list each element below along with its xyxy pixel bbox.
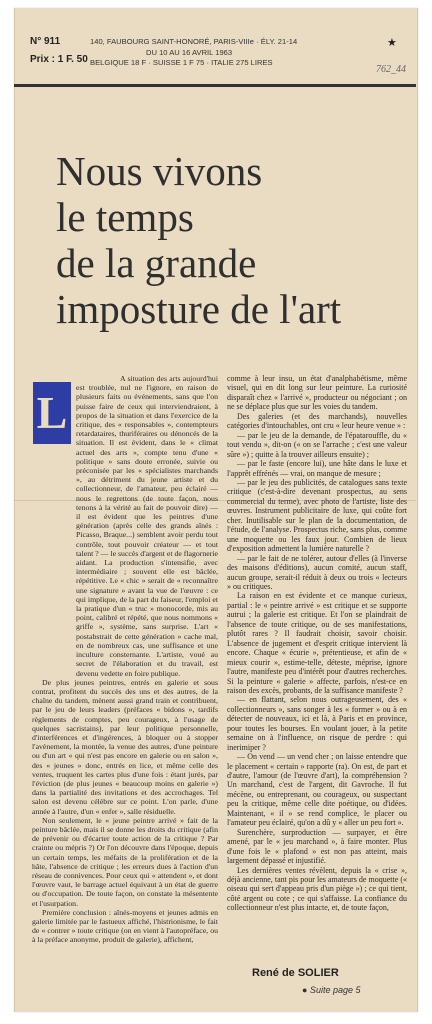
foreign-prices: BELGIQUE 18 F · SUISSE 1 F 75 · ITALIE 275 LIRES bbox=[90, 58, 273, 67]
article-column-2 bbox=[227, 374, 407, 913]
paragraph: — On vend — un vend cher ; on laisse entendre que le placement « certain » rapporte (ra). On est, de part et d'autre, l'amour (de l'œuvre d'art), la compréhension ? Un marchand, c'est de l'argent, dit Gavroche. Il fut mécène, ou entreprenant, ou courageux, ou suspectant peu la critique, même celle dite poétique, ou d'idées. Maintenant, « il » se rend complice, le placer ou l'amateur peu éclairé, qu'on a dû y « aller un peu fort ». bbox=[227, 752, 407, 828]
drop-cap: L bbox=[33, 382, 71, 444]
article-column-1 bbox=[32, 374, 218, 945]
paragraph: comme à leur insu, un état d'analphabétisme, même visuel, qui en dit long sur leur peinture. La curiosité disparaît chez « l'arrivé », producteur ou négociant ; on ne se déplace plus que sur les voies du tandem. bbox=[227, 374, 407, 412]
paragraph: — par le fait de ne tolérer, autour d'elles (à l'inverse des maisons d'éditions), aucun comité, aucun staff, aucun groupe, serait-il réduit à deux ou trois « lecteurs » ou critiques. bbox=[227, 553, 407, 591]
masthead bbox=[28, 36, 406, 76]
paragraph: Non seulement, le « jeune peintre arrivé » fait de la peinture bâclée, mais il se donne les droits du critique (afin de prévenir ou d'écarter toute action de la critique ? Par crainte ou mépris ?) Or l'on découvre dans l'époque, depuis un certain temps, les méfaits de la prolifération et de la hâte, l'absence de critique ; les erreurs dues à l'action d'un réseau de connivences. Pour ceux qui « attendent », et dont l'œuvre vaut, le barrage actuel équivaut à un état de guerre ou d'occupation. De toute façon, on constate la mésentente et l'usurpation. bbox=[32, 815, 218, 908]
issue-dates: DU 10 AU 16 AVRIL 1963 bbox=[146, 48, 233, 57]
title-line-2: le temps bbox=[56, 194, 194, 240]
handwritten-reference: 762_44 bbox=[376, 64, 406, 75]
paragraph: La raison en est évidente et ce manque curieux, partial : le « peintre arrivé » est critique et se supporte autrui ; la galerie est critique. Et l'on se plaindrait de l'absence de toute critique, ou de ses manifestations, plutôt rares ? Il faudrait choisir, savoir choisir. L'absence de jugement et d'esprit critique intervient là encore. Chaque « écurie », prétentieuse, et afin de « mieux courir », estime-telle, déteste, méprise, ignore l'autre, manifeste peu d'intérêt pour d'autres recherches. Si la peinture « galerie » affecte, parfois, n'est-ce en raison des excès, probants, de la suffisance manifeste ? bbox=[227, 591, 407, 695]
issue-number: N° 911 bbox=[30, 36, 61, 47]
paragraph: Les dernières ventes révèlent, depuis la « crise », déjà ancienne, tant pis pour les amateurs de moquette (« oiseau qui sert d'appeau pris d'un piège ») ; ce qui tient, côté argent ou cote ; ce qui s'affaisse. La confiance du collectionneur n'est plus intacte, et, de toute façon, bbox=[227, 865, 407, 913]
star-icon: ★ bbox=[387, 37, 397, 49]
header-rule bbox=[14, 84, 416, 87]
title-line-4: imposture de l'art bbox=[56, 286, 342, 332]
article-title bbox=[56, 148, 396, 332]
title-line-1: Nous vivons bbox=[56, 148, 263, 194]
issue-price: Prix : 1 F. 50 bbox=[30, 54, 88, 65]
author-signature: René de SOLIER bbox=[252, 967, 339, 979]
paragraph: — par le jeu de la demande, de l'épatarouffle, du « tout vendu », dit-on (« on se l'arrache ; c'est une valeur sûre ») ; quitte à la trouver ailleurs ensuite) ; bbox=[227, 430, 407, 459]
paragraph: A situation des arts aujourd'hui est troublée, nul ne l'ignore, en raison de plusieurs faits ou événements, sans que l'on puisse faire de ceux qui interviendraient, à propos de la situation et dans l'exercice de la critique, des « responsables », contempteurs retardataires, thuriféraires ou dénoncés de la situation. Il est évident, dans le « climat actuel des arts », compte tenu d'une « politique » sans doute erronée, suivie ou préconisée par les « spécialistes marchands », au détriment du jeune artiste et du collectionneur, de l'amateur, peu éclairé — nous le regrettons (de toute façon, nous tenons à la vérité au fait de pouvoir dire) — il est évident que les peintres d'une génération (après celle des grands aînés : Picasso, Braque...) semblent avoir perdu tout contrôle, tout pouvoir créateur — et tout talent ? — le succès d'argent et de flagornerie aidant. La production s'intensifie, avec intermédiaire ; souvent elle est bâclée, répétitive. Le « chic » serait de « reconnaître une signature » avant la vue de l'œuvre : ce qui implique, de la part du faiseur, l'emploi et la pratique d'un « truc » monocorde, mis au point, calibré et répété, que nous nommons « griffe », système, sans surprise. L'art « postabstrait de cette génération » cache mal, en de nombreux cas, une suffisance et une inculture consternante. L'artiste, voué au secret de l'élaboration et du travail, est devenu vedette en foire publique. bbox=[76, 374, 218, 678]
title-line-3: de la grande bbox=[56, 240, 257, 286]
paragraph: Des galeries (et des marchands), nouvelles catégories d'intouchables, ont cru « leur heure venue » : bbox=[227, 411, 407, 431]
paragraph: — par le jeu des publicités, de catalogues sans texte critique (c'est-à-dire devenant prospectus, au sens commercial du terme), avec photo de l'artiste, liste des œuvres. Instrument publicitaire de luxe, qui coûte fort cher. Inutilisable sur le plan de la documentation, de l'étude, de l'analyse. Prospectus riche, sans plus, comme une moquette ou les faux jour. Combien de lieux d'exposition admettent la lumière naturelle ? bbox=[227, 477, 407, 554]
paragraph: — par le faste (encore lui), une hâte dans le luxe et l'apprêt effrénés — vrai, on manque de mesure ; bbox=[227, 459, 407, 478]
paragraph: — en flattant, selon nous outrageusement, des « collectionneurs », sans songer à les « former » ou à en détecter de nouveaux, ici et là, à Paris et en province, pour toutes les bourses. En voulant jouer, à la petite semaine on à l'influence, on risque de perdre : qui inerimiper ? bbox=[227, 695, 407, 752]
publisher-address: 140, FAUBOURG SAINT-HONORÉ, PARIS-VIIIe · ÉLY. 21-14 bbox=[90, 37, 298, 46]
paragraph: Première conclusion : aînés-moyens et jeunes admis en galerie limitée par le fastueux affiché, l'histrionisme, le fait de « contrer » toute critique (on en vient à l'autopréface, ou à la préface anonyme, produit de galerie), affichent, bbox=[32, 907, 218, 945]
paragraph: De plus jeunes peintres, entrés en galerie et sous contrat, profitent du succès des uns et des autres, de la chaîne du tandem, mènent aussi grand train et contribuent, par le jeu de leurs leaders (préfaces « bidons », tardifs règlements de comptes, peu courageux, à l'usage de quelques sacristains), par leur politique personnelle, d'interférences et d'ingérences, à bloquer ou à stopper l'avènement, la montée, la venue des autres, d'une peinture ou d'un art « qui n'est pas encore en galerie ou en salon », des « jeunes » donc, entrés en lice, et même celle des ventes, truquent les cartes plus d'une fois : étant jurés, par l'éviction (de plus jeunes « beaucoup moins en galerie ») dans la partialité des invitations et des accrochages. Tel salon est devenu célèbre sur ce point. L'on parle, d'une année à l'autre, d'un « enfer », salle résiduelle. bbox=[32, 677, 218, 816]
continued-link[interactable]: ● Suite page 5 bbox=[302, 985, 361, 995]
paragraph: Surenchère, surproduction — surpayer, et être amené, par le « jeu marchand », à faire monter. Plus d'une fois le « plafond » est non pas atteint, mais largement dépassé et injustifié. bbox=[227, 827, 407, 866]
